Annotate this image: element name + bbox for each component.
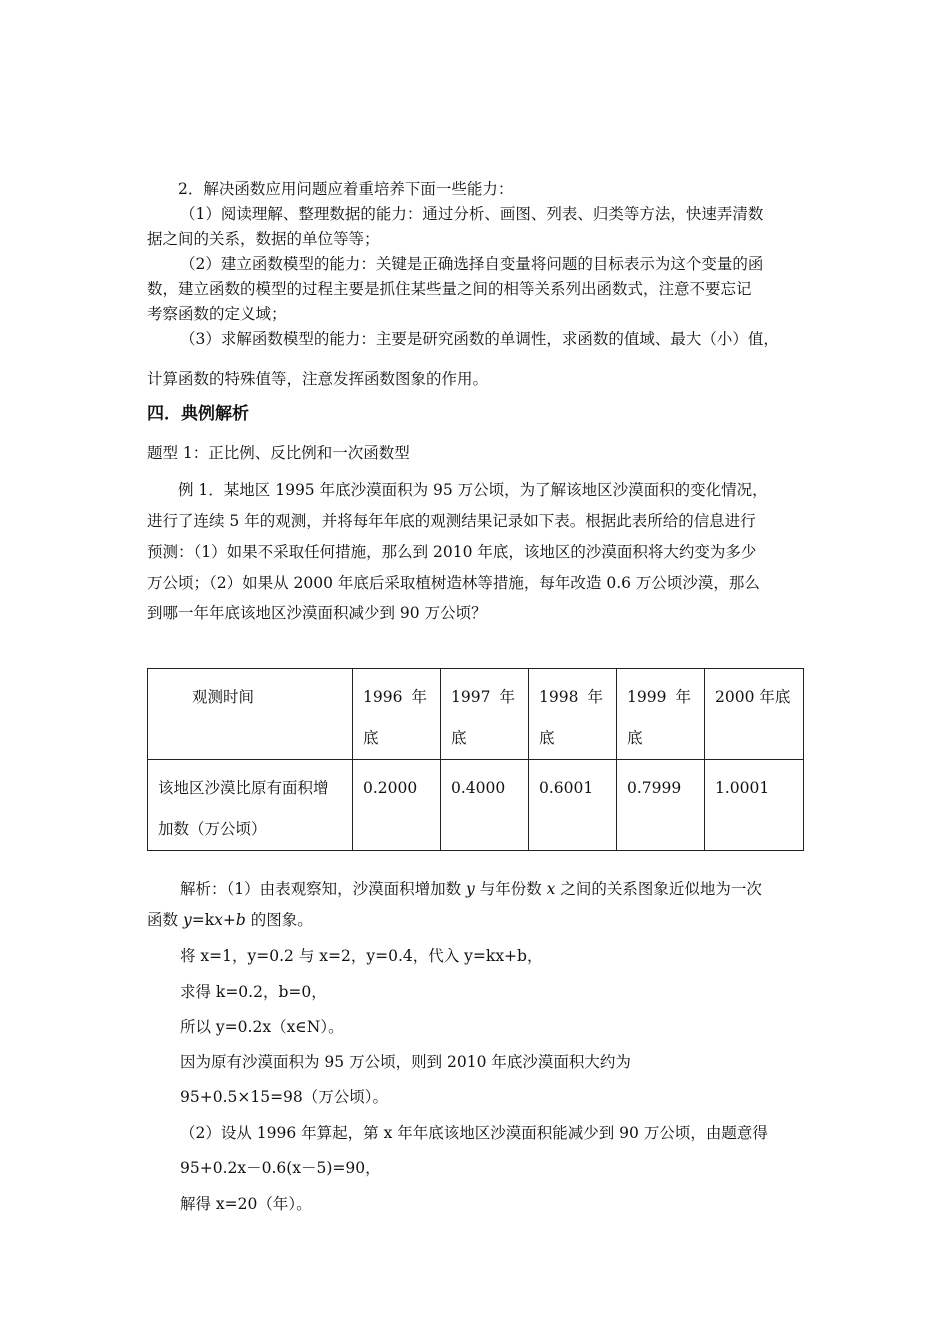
year-number: 1998 [539, 688, 579, 706]
ability3-line2: 计算函数的特殊值等，注意发挥函数图象的作用。 [147, 370, 489, 388]
table-year-cell [441, 669, 529, 760]
year-number: 1996 [363, 688, 403, 706]
table-value-cell: 0.2000 [353, 760, 441, 851]
year-end-char: 底 [539, 729, 555, 747]
year-number: 1997 [451, 688, 491, 706]
year-end-char: 底 [627, 729, 643, 747]
year-char: 年 [411, 688, 427, 706]
ability1-line1: （1）阅读理解、整理数据的能力：通过分析、画图、列表、归类等方法，快速弄清数 [180, 205, 764, 223]
table-value-cell: 0.6001 [529, 760, 617, 851]
solution-line8: （2）设从 1996 年算起，第 x 年年底该地区沙漠面积能减少到 90 万公顷，由题意得 [180, 1124, 768, 1142]
solution-line9: 95+0.2x－0.6(x－5)=90， [180, 1159, 381, 1177]
year-char: 年 [587, 688, 603, 706]
year-char: 年 [675, 688, 691, 706]
section2-title: 2．解决函数应用问题应着重培养下面一些能力： [178, 180, 514, 198]
table-value-cell: 0.4000 [441, 760, 529, 851]
solution-line6: 因为原有沙漠面积为 95 万公顷，则到 2010 年底沙漠面积大约为 [180, 1053, 631, 1071]
solution-line1: 解析：（1）由表观察知，沙漠面积增加数 y 与年份数 x 之间的关系图象近似地为一次 [180, 880, 762, 898]
table-header-row [148, 669, 804, 760]
solution-line4: 求得 k=0.2，b=0， [180, 983, 327, 1001]
solution-line10: 解得 x=20（年）。 [180, 1195, 312, 1213]
solution-line7: 95+0.5×15=98（万公顷）。 [180, 1088, 389, 1106]
ability1-line2: 据之间的关系，数据的单位等等； [147, 230, 380, 248]
table-value-cell: 0.7999 [617, 760, 705, 851]
section4-heading: 四．典例解析 [147, 404, 249, 424]
example1-line3: 预测：（1）如果不采取任何措施，那么到 2010 年底，该地区的沙漠面积将大约变为多少 [147, 543, 757, 561]
question-type-1: 题型 1：正比例、反比例和一次函数型 [147, 444, 410, 462]
year-number: 1999 [627, 688, 667, 706]
example1-line4: 万公顷；（2）如果从 2000 年底后采取植树造林等措施，每年改造 0.6 万公顷沙漠，那么 [147, 574, 760, 592]
solution-line3: 将 x=1，y=0.2 与 x=2，y=0.4，代入 y=kx+b， [180, 947, 543, 965]
example1-line2: 进行了连续 5 年的观测，并将每年年底的观测结果记录如下表。根据此表所给的信息进行 [147, 512, 756, 530]
table-year-cell [529, 669, 617, 760]
table-value-cell: 1.0001 [705, 760, 804, 851]
ability2-line3: 考察函数的定义域； [147, 305, 287, 323]
year-char: 年 [499, 688, 515, 706]
ability3-line1: （3）求解函数模型的能力：主要是研究函数的单调性，求函数的值域、最大（小）值， [180, 330, 779, 348]
ability2-line1: （2）建立函数模型的能力：关键是正确选择自变量将问题的目标表示为这个变量的函 [180, 255, 764, 273]
example1-line1: 例 1．某地区 1995 年底沙漠面积为 95 万公顷，为了解该地区沙漠面积的变化情况， [178, 481, 768, 499]
table-header-label: 观测时间 [148, 669, 353, 760]
observation-table [147, 668, 804, 851]
table-year-cell: 2000 年底 [705, 669, 804, 760]
solution-line5: 所以 y=0.2x（x∈N）。 [180, 1018, 344, 1036]
ability2-line2: 数，建立函数的模型的过程主要是抓住某些量之间的相等关系列出函数式，注意不要忘记 [147, 280, 752, 298]
table-row [148, 760, 804, 851]
year-end-char: 底 [363, 729, 379, 747]
table-year-cell [617, 669, 705, 760]
solution-line2: 函数 y=kx+b 的图象。 [147, 911, 313, 929]
table-year-cell [353, 669, 441, 760]
table-row-label: 该地区沙漠比原有面积增 加数（万公顷） [148, 760, 353, 851]
example1-line5: 到哪一年年底该地区沙漠面积减少到 90 万公顷？ [147, 604, 487, 622]
year-end-char: 底 [451, 729, 467, 747]
